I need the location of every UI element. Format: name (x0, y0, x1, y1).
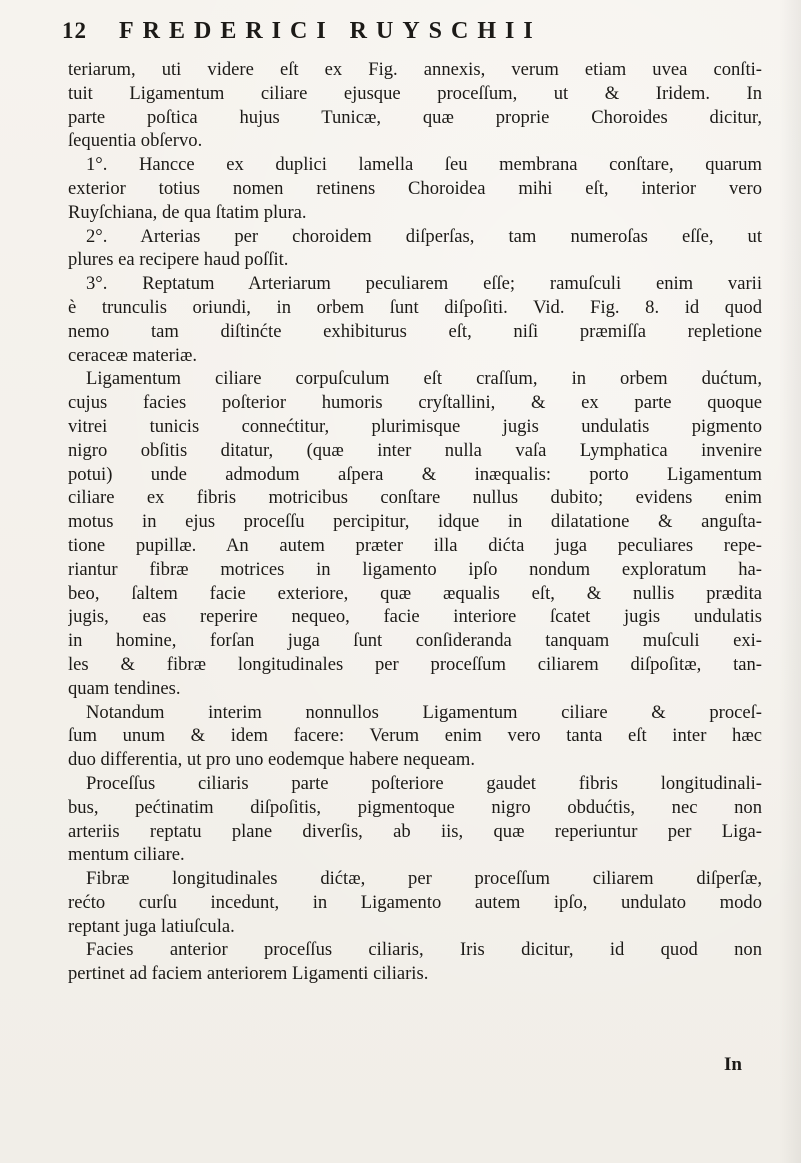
text-line: Fibræ longitudinales dićtæ, per proceſſum ciliarem diſperſæ, (86, 868, 762, 890)
text-line: tuit Ligamentum ciliare ejusque proceſſum, ut & Iridem. In (68, 82, 762, 104)
page-header (62, 18, 762, 54)
text-line: les & fibræ longitudinales per proceſſum ciliarem diſpoſitæ, tan- (68, 653, 762, 675)
text-line: mentum ciliare. (68, 844, 185, 866)
text-line: ceraceæ materiæ. (68, 344, 198, 366)
text-line: Facies anterior proceſſus ciliaris, Iris dicitur, id quod non (86, 939, 762, 961)
text-line: Ligamentum ciliare corpuſculum eſt craſſum, in orbem dućtum, (86, 368, 762, 390)
text-line: riantur fibræ motrices in ligamento ipſo nondum exploratum ha- (68, 558, 762, 580)
text-line: ſequentia obſervo. (68, 130, 203, 152)
text-line: rećto curſu incedunt, in Ligamento autem ipſo, undulato modo (68, 891, 762, 913)
page-edge-shadow (779, 0, 801, 1163)
text-line: motus in ejus proceſſu percipitur, idque in dilatatione & anguſta- (68, 511, 762, 533)
text-line: nemo tam diſtinćte exhibiturus eſt, niſi præmiſſa repletione (68, 320, 762, 342)
text-line: ciliare ex fibris motricibus conſtare nullus dubito; evidens enim (68, 487, 762, 509)
text-line: plures ea recipere haud poſſit. (68, 249, 289, 271)
text-line: potui) unde admodum aſpera & inæqualis: porto Ligamentum (68, 463, 762, 485)
text-line: Notandum interim nonnullos Ligamentum ciliare & proceſ- (86, 701, 762, 723)
text-line: jugis, eas reperire nequeo, facie interiore ſcatet jugis undulatis (68, 606, 762, 628)
text-line: Ruyſchiana, de qua ſtatim plura. (68, 201, 307, 223)
text-line: beo, ſaltem facie exteriore, quæ æqualis eſt, & nullis prædita (68, 582, 762, 604)
text-line: ſum unum & idem facere: Verum enim vero tanta eſt inter hæc (68, 725, 762, 747)
text-line: è trunculis oriundi, in orbem ſunt diſpoſiti. Vid. Fig. 8. id quod (68, 296, 762, 318)
text-line: exterior totius nomen retinens Choroidea mihi eſt, interior vero (68, 177, 762, 199)
text-line: vitrei tunicis connećtitur, plurimisque jugis undulatis pigmento (68, 415, 762, 437)
body-text (68, 58, 762, 986)
text-line: duo differentia, ut pro uno eodemque habere nequeam. (68, 749, 476, 771)
text-line: 2°. Arterias per choroidem diſperſas, tam numeroſas eſſe, ut (86, 225, 762, 247)
text-line: reptant juga latiuſcula. (68, 915, 235, 937)
text-line: nigro obſitis ditatur, (quæ inter nulla vaſa Lymphatica invenire (68, 439, 762, 461)
text-line: in homine, forſan juga ſunt conſideranda tanquam muſculi exi- (68, 630, 762, 652)
text-line: 3°. Reptatum Arteriarum peculiarem eſſe; ramuſculi enim varii (86, 273, 762, 295)
text-line: arteriis reptatu plane diverſis, ab iis, quæ reperiuntur per Liga- (68, 820, 762, 842)
text-line: tione pupillæ. An autem præter illa dićta juga peculiares repe- (68, 534, 762, 556)
text-line: quam tendines. (68, 677, 181, 699)
text-line: cujus facies poſterior humoris cryſtallini, & ex parte quoque (68, 392, 762, 414)
text-line: teriarum, uti videre eſt ex Fig. annexis, verum etiam uvea conſti- (68, 59, 762, 80)
text-line: pertinet ad faciem anteriorem Ligamenti ciliaris. (68, 963, 429, 985)
text-line: Proceſſus ciliaris parte poſteriore gaudet fibris longitudinali- (86, 772, 762, 794)
page-number: 12 (62, 18, 87, 43)
text-line: parte poſtica hujus Tunicæ, quæ proprie Choroides dicitur, (68, 106, 762, 128)
catchword: In (724, 1054, 742, 1075)
text-line: bus, pećtinatim diſpoſitis, pigmentoque nigro obdućtis, nec non (68, 796, 762, 818)
text-line: 1°. Hancce ex duplici lamella ſeu membrana conſtare, quarum (86, 154, 762, 176)
running-head: FREDERICI RUYSCHII (119, 18, 542, 44)
